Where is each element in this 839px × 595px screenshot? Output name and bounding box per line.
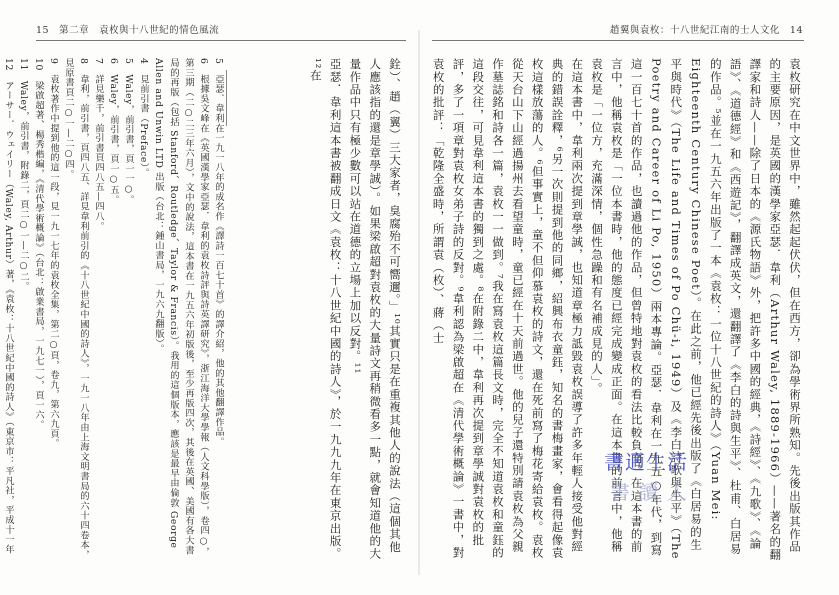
right-page-running-header: 趙翼與袁枚：十八世紀江南的士人文化 14 bbox=[609, 25, 803, 36]
footnote: 5 Waley，前引書，頁一一○。 bbox=[123, 58, 134, 205]
paragraph: 銓）、趙（翼）三大家者，臭腐殆不可嚮邇。」¹⁰其實只是在重複其他人的說法（這個其他人應該指的還是章學誠）。如果梁啟超對袁枚的大量詩文再稍微看多一點，就會知道他的大量作品中只有極少數可以站在道德的立場上加以反對。¹¹ bbox=[348, 58, 402, 561]
left-page-running-header: 15 第二章 袁枚與十八世紀的情色風流 bbox=[36, 25, 220, 36]
left-page-body bbox=[232, 58, 404, 563]
right-header-rule bbox=[432, 40, 804, 41]
footnote: 12 アーサー．ウェイリー（Waley, Arthur）著，《袁枚：十八世紀中國的詩人》（東京市：平凡社，平成十一年 bbox=[3, 58, 14, 555]
footnote: 10 梁啟超著、楊秀楷編，《清代學術概論》（台北：啟業書局，一九七一），頁一六。 bbox=[33, 58, 44, 430]
watermark-line: 書 讀 人 bbox=[610, 480, 688, 504]
footnotes bbox=[3, 58, 226, 563]
footnote-separator bbox=[226, 70, 227, 126]
paragraph: 袁枚研究在中文世界中，雖然起起伏伏，但在西方，卻為學術界所熟知。先後出版其作品的主要原因，是英國的漢學家亞瑟．韋利（Arthur Waley, 1889-1966）——著名的翻譯家和詩人——除了日本的《源氏物語》外，把許多中國的經典，《詩經》、《九歌》、《論語》、《道德經》和《西遊記》，翻譯成英文，還翻譯了《李白的詩與生平》、杜甫、白居易的作品。⁵並在一九五六年出版了一本《袁枚：一位十八世紀的詩人》（Yuan Mei: Eighteenth Century Chinese Poet）。在此之前，他已經先後出版了《白居易的生平與時代》（The Life and Times of Po Chü-i, 1949）及《李白詩歌與生平》（The Poetry and Career of Li Po, 1950）兩本專論。亞瑟．韋利在一九五○年代，到寫這一百七十首的作品，也讀過他的作品，但曾特地對袁枚的看法比較負面。在這本書的前言中，他稱袁枚是「一位本書時，他的態度已經完成變成正面。在這本書的前言中，他稱袁枚是「一位方，充滿深情，個性急躁和有名補成見的人」。 bbox=[590, 58, 802, 562]
footnote: 7 詳見樂千，前引書頁四八五—四八。 bbox=[93, 58, 104, 232]
book-spine-shadow bbox=[418, 30, 420, 575]
footnote: 4 見前引書（Preface）。 bbox=[138, 58, 149, 178]
paragraph: 在這本書中，韋利兩次提到章學誠，也知道章極力詆毀袁枚誤導了許多年輕人接受他對經典的錯誤詮釋，⁶另一次則提到他的同鄉，紹興布衣童鈺，知名的書梅畫家，會看得起像袁枚這樣放蕩的人。⁶但事實上，童不但仰慕袁枚的詩文，還在死前寫了梅花寄給袁枚。袁枚從天台山下山經過揚州去看望童時，童已經在十天前過世。他的兒子還特別請袁枚為父親作墓誌銘和詩各一篇，袁枚一一做到。⁷我在寫袁枚這篇長文時，完全不知道袁枚和童鈺的這段交往，可見韋利這本書的獨到之處。⁸在附錄二中，韋利再次提到章學誠對袁枚的批評，多了一項章對袁枚女弟子詩的反對。⁹韋利認為梁啟超在《清代學術概論》一書中，對袁枚的批評：「乾隆全盛時，所謂袁（枚）、蔣（士 bbox=[431, 58, 585, 560]
footnote: 6 根據吳文峰在《英國漢學家亞瑟．韋利的袁枚詩評與詩英譯研究》，浙江海洋大學學報（人文科學版），卷四○，第三期（二○二三年六月），文中的說法，這本書在一九五六年初版後，至少再版四次，其後在英國、美國有各大書局的再版（包括 Stanford、Routledge、Taylor & Francis）。我用的這個版本，應該是最早由倫敦 George Allen and Unwin LTD 出版（台北：鍾山書局，一九六九翻版）。 bbox=[153, 58, 209, 557]
watermark-line: 書適生活 bbox=[604, 450, 688, 474]
footnote: 5 亞瑟．韋利在一九一八年的成名作《譯詩一百七十首》的譯介紹，他的其他翻譯作品。 bbox=[213, 58, 224, 447]
paragraph: 亞瑟．韋利這本書被翻成日文《袁枚：十八世紀中國的詩人》，於一九九九年在東京出版。¹²在 bbox=[308, 58, 343, 561]
left-header-rule bbox=[36, 40, 406, 41]
watermark-stamp bbox=[604, 446, 696, 516]
footnote: 11 Waley，前引書，附錄二，頁二○一—二○二。 bbox=[18, 58, 29, 292]
footnote: 6 Waley，前引書，頁一○五。 bbox=[108, 58, 119, 205]
footnote: 8 韋利，前引書，頁四八五、詳見韋利前引的《十八世紀中國的詩人》，一九一八年由上海文明書局的六十四卷本，見原書頁二○一—二○四。 bbox=[63, 58, 89, 560]
footnote: 9 袁枚著作中提到他的這一段，見一九一七年的袁枚全集，第二○頁，卷九，第六九頁。 bbox=[48, 58, 59, 449]
